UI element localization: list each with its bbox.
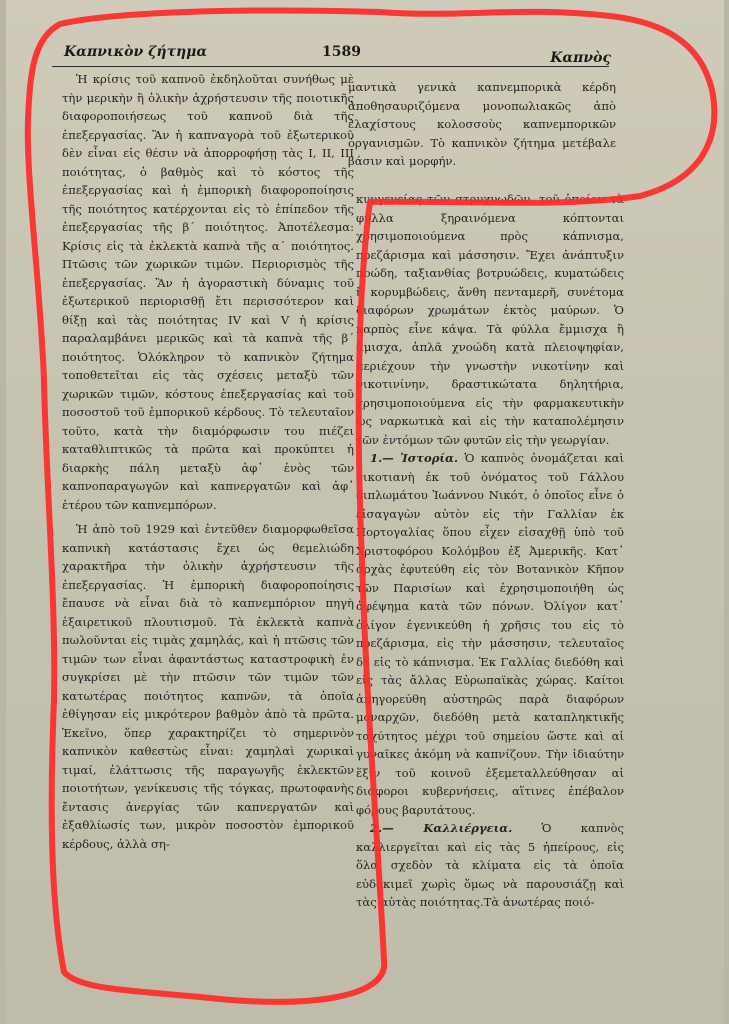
section-history-heading: 1.— Ἱστορία. bbox=[370, 451, 458, 465]
page-number: 1589 bbox=[322, 44, 361, 60]
right-column-top bbox=[348, 78, 616, 171]
section-cultivation-text: Ὁ καπνὸς καλλιεργεῖται καὶ εἰς τὰς 5 ἠπείρους, εἰς ὅλα σχεδὸν τὰ κλίματα εἰς τὰ ὁποῖα εὐδοκιμεῖ χωρὶς ὅμως νὰ παρουσιάζῃ καὶ τὰς αὐτὰς ποιότητας.Τὰ ἀνωτέρας ποιό- bbox=[356, 821, 624, 909]
left-paragraph-2: Ἡ ἀπὸ τοῦ 1929 καὶ ἐντεῦθεν διαμορφωθεῖσα καπνικὴ κατάστασις ἔχει ὡς θεμελιώδη χαρακτῆρα τὴν ὁλικὴν ἀχρήστευσιν τῆς ἐπεξεργασίας. Ἡ ἐμπορικὴ διαφοροποίησις ἔπαυσε νὰ εἶναι διὰ τὸ καπνεμπόριον πηγὴ ἐξαιρετικοῦ πλουτισμοῦ. Τὰ ἐκλεκτὰ καπνὰ πωλοῦνται εἰς τιμὰς χαμηλάς, καὶ ἡ πτῶσις τῶν τιμῶν των εἶναι ἀφαντάστως καταστροφικὴ ἐν συγκρίσει μὲ τὴν πτῶσιν τῶν τιμῶν τῶν κατωτέρας ποιότητος καπνῶν, τὰ ὁποῖα ἐθίγησαν εἰς μικρότερον βαθμὸν ἀπὸ τὰ πρῶτα. Ἐκεῖνο, ὅπερ χαρακτηρίζει τὸ σημερινὸν καπνικὸν καθεστὼς εἶναι: χαμηλαὶ χωρικαὶ τιμαί, ἐλάττωσις τῆς παραγωγῆς ἐκλεκτῶν ποιοτήτων, γενίκευσις τῆς τόγκας, πρωτοφανὴς ἔντασις ἀνεργίας τῶν καπνεργατῶν καὶ ἐξαθλίωσίς των, μικρὸν ποσοστὸν ἐμπορικοῦ κέρδους, ἀλλὰ ση- bbox=[62, 522, 354, 851]
right-column bbox=[356, 190, 624, 912]
header-left-title: Καπνικὸν ζήτημα bbox=[64, 44, 208, 60]
section-cultivation-heading: 2.— Καλλιέργεια. bbox=[370, 821, 513, 835]
running-header bbox=[52, 40, 609, 67]
right-intro-paragraph: κυνγενείας τῶν στρυχνωδῶν, τοῦ ὁποίου τὰ φύλλα ξηραινόμενα κόπτονται χρησιμοποιούμενα πρὸς κάπνισμα, πρεζάρισμα καὶ μάσσησιν. Ἔχει ἀνάπτυξιν ποώδη, ταξιανθίας βοτρυώδεις, κυματώδεις ἢ κορυμβώδεις, ἄνθη πενταμερῆ, συνέτομα διαφόρων χρωμάτων ἐκτὸς μαύρων. Ὁ καρπὸς εἶνε κάψα. Τὰ φύλλα ἔμμισχα ἢ ἄμισχα, ἁπλᾶ χνοώδη κατὰ πλειοψηφίαν, περιέχουν τὴν γνωστὴν νικοτίνην καὶ νικοτινίνην, δραστικώτατα δηλητήρια, χρησιμοποιούμενα εἰς τὴν φαρμακευτικὴν ὡς ναρκωτικὰ καὶ εἰς τὴν καταπολέμησιν τῶν ἐντόμων τῶν φυτῶν εἰς τὴν γεωργίαν. bbox=[356, 192, 624, 447]
section-cultivation bbox=[356, 819, 624, 912]
section-history bbox=[356, 449, 624, 819]
header-right-title: Καπνὸς bbox=[550, 50, 611, 66]
left-column bbox=[62, 70, 354, 853]
right-top-paragraph: μαντικὰ γενικὰ καπνεμπορικὰ κέρδη ἀποθησαυριζόμενα μονοπωλιακῶς ἀπὸ ἐλαχίστους κολοσσοὺς καπνεμπορικῶν ὀργανισμῶν. Τὸ καπνικὸν ζήτημα μετέβαλε βάσιν καὶ μορφήν. bbox=[348, 80, 616, 168]
section-history-text: Ὁ καπνὸς ὀνομάζεται καὶ νικοτιανὴ ἐκ τοῦ ὀνόματος τοῦ Γάλλου διπλωμάτου Ἰωάννου Νικότ, ὁ ὁποῖος εἶνε ὁ εἰσαγαγὼν αὐτὸν εἰς τὴν Γαλλίαν ἐκ Πορτογαλίας ὅπου εἶχεν εἰσαχθῇ ὑπὸ τοῦ Χριστοφόρου Κολόμβου ἐξ Ἀμερικῆς. Κατ᾽ ἀρχὰς ἐφυτεύθη εἰς τὸν Βοτανικὸν Κῆπον τῶν Παρισίων καὶ ἐχρησιμοποιήθη ὡς ἀφέψημα κατὰ τῶν πόνων. Ὀλίγον κατ᾽ ὀλίγον ἐγενικεύθη ἡ χρῆσις του εἰς τὸ πρεζάρισμα, εἰς τὴν μάσσησιν, τελευταῖος δὲ εἰς τὸ κάπνισμα. Ἐκ Γαλλίας διεδόθη καὶ εἰς τὰς ἄλλας Εὐρωπαϊκὰς χώρας. Καίτοι ἀπηγορεύθη αὐστηρῶς παρὰ διαφόρων μοναρχῶν, διεδόθη μετὰ καταπληκτικῆς ταχύτητος μέχρι τοῦ σημείου ὥστε καὶ αἱ γυναῖκες ἀκόμη νὰ καπνίζουν. Τὴν ἰδιαύτην ἕξιν τοῦ κοινοῦ ἐξεμεταλλεύθησαν αἱ διάφοροι κυβερνήσεις, αἵτινες ἐπέβαλον φόρους βαρυτάτους. bbox=[356, 451, 624, 817]
left-paragraph-1: Ἡ κρίσις τοῦ καπνοῦ ἐκδηλοῦται συνήθως μὲ τὴν μερικὴν ἢ ὁλικὴν ἀχρήστευσιν τῆς ποιοτικῆς διαφοροποιήσεως τοῦ καπνοῦ διὰ τῆς ἐπεξεργασίας. Ἂν ἡ καπναγορὰ τοῦ ἐξωτερικοῦ δὲν εἶναι εἰς θέσιν νὰ ἀπορροφήσῃ τὰς I, II, III ποιότητας, ὁ βαθμὸς καὶ τὸ κόστος τῆς ἐπεξεργασίας καὶ ἡ ἐμπορικὴ διαφοροποίησις τῆς ποιότητος κατέρχονται εἰς τὸ ἐπίπεδον τῆς ἐπεξεργασίας τῆς β΄ ποιότητος. Ἀποτέλεσμα: Κρίσις εἰς τὰ ἐκλεκτὰ καπνὰ τῆς α΄ ποιότητος. Πτῶσις τῶν χωρικῶν τιμῶν. Περιορισμὸς τῆς ἐπεξεργασίας. Ἂν ἡ ἀγοραστικὴ δύναμις τοῦ ἐξωτερικοῦ περιορισθῇ ἔτι περισσότερον καὶ θίξῃ καὶ τὰς ποιότητας IV καὶ V ἡ κρίσις παραλαμβάνει μερικῶς καὶ τὰ καπνὰ τῆς β΄ ποιότητος. Ὁλόκληρον τὸ καπνικὸν ζήτημα τοποθετεῖται εἰς τὰς σχέσεις μεταξὺ τῶν χωρικῶν τιμῶν, κόστους ἐπεξεργασίας καὶ τοῦ ποσοστοῦ τοῦ ἐμπορικοῦ κέρδους. Τὸ τελευταῖον τοῦτο, κατὰ τὴν διαμόρφωσιν του πιέζει καταθλιπτικῶς τὰ πρῶτα καὶ προκύπτει ἡ διαρκὴς πάλη μεταξὺ ἀφ᾽ ἑνὸς τῶν καπνοπαραγωγῶν καὶ καπνεργατῶν καὶ ἀφ᾽ ἑτέρου τῶν καπνεμπόρων. bbox=[62, 72, 354, 512]
